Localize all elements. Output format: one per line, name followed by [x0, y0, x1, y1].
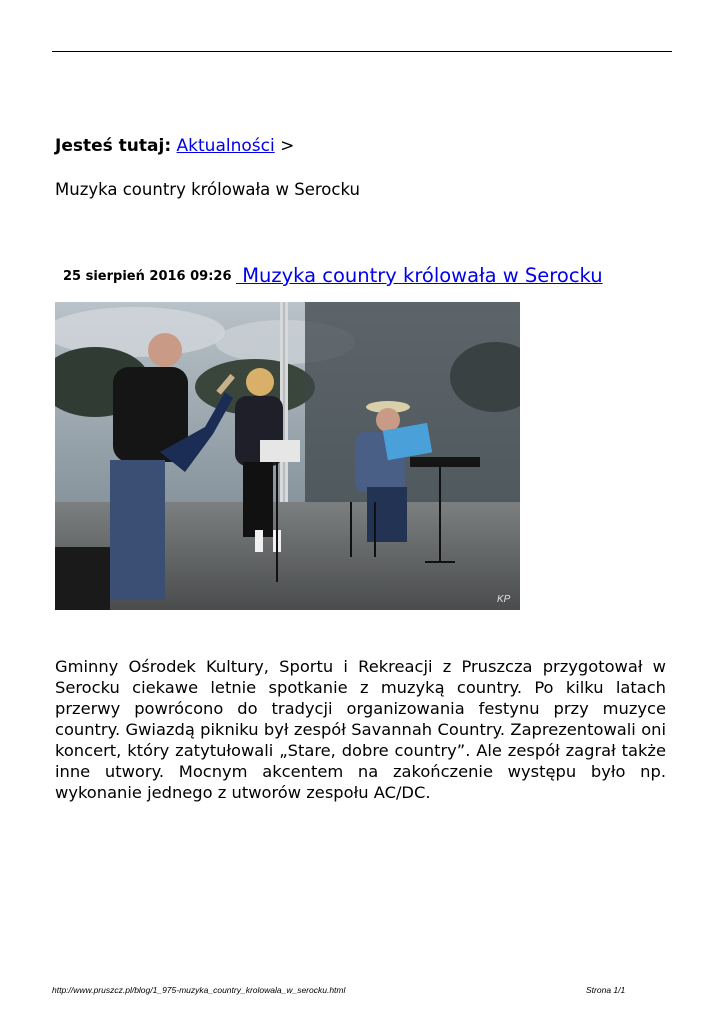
- post-title-link[interactable]: Muzyka country królowała w Serocku: [236, 264, 603, 287]
- breadcrumb-label: Jesteś tutaj:: [55, 136, 172, 156]
- page-number: Strona 1/1: [586, 985, 626, 995]
- concert-photo-illustration: [55, 302, 520, 610]
- photo-watermark: KP: [497, 594, 511, 605]
- breadcrumb-separator: >: [280, 136, 295, 156]
- breadcrumb-link-aktualnosci[interactable]: Aktualności: [176, 136, 275, 156]
- page-title: Muzyka country królowała w Serocku: [55, 180, 360, 199]
- breadcrumb: [55, 135, 294, 157]
- header-rule: [52, 51, 672, 52]
- footer-url: http://www.pruszcz.pl/blog/1_975-muzyka_country_krolowala_w_serocku.html: [52, 985, 346, 995]
- concert-photo: [55, 302, 520, 610]
- post-date: 25 sierpień 2016 09:26: [63, 269, 232, 284]
- article-body: Gminny Ośrodek Kultury, Sportu i Rekreacji z Pruszcza przygotował w Serocku ciekawe letnie spotkanie z muzyką country. Po kilku latach przerwy powrócono do tradycji organizowania festynu przy muzyce country. Gwiazdą pikniku był zespół Savannah Country. Zaprezentowali oni koncert, który zatytułowali „Stare, dobre country”. Ale zespół zagrał także inne utwory. Mocnym akcentem na zakończenie występu było np. wykonanie jednego z utworów zespołu AC/DC.: [55, 657, 666, 802]
